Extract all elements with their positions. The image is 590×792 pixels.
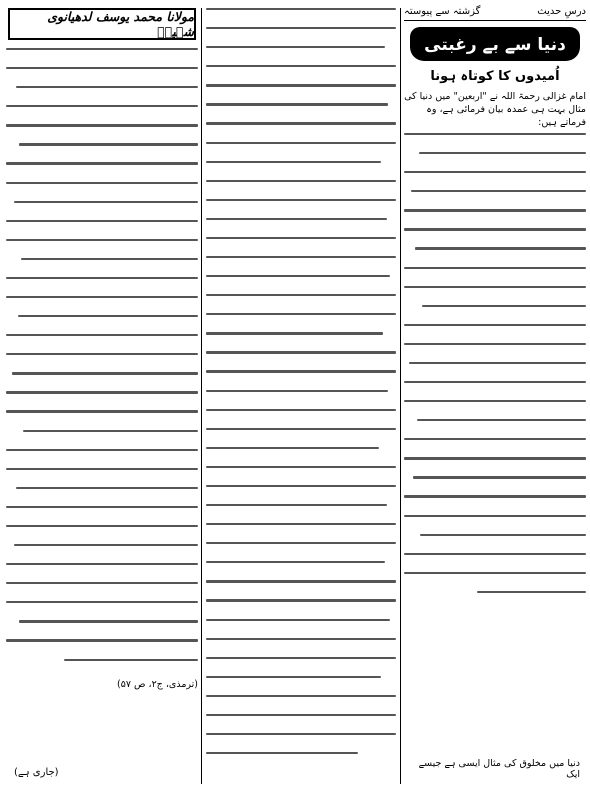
continued-label: (جاری ہے) (14, 767, 59, 778)
column-divider (400, 8, 401, 784)
body-text-middle (206, 8, 396, 754)
body-text-left (6, 48, 198, 661)
byline: مولانا محمد یوسف لدھیانوی شہیدؒ (8, 8, 196, 40)
column-left (6, 6, 198, 788)
article-subhead: اُمیدوں کا کوتاہ ہونا (430, 69, 560, 84)
hadith-reference: (ترمذی، ج۲، ص ۵۷) (117, 678, 198, 690)
kicker-row (404, 6, 586, 18)
kicker-continued: گزشتہ سے پیوستہ (404, 6, 481, 17)
column-right (404, 6, 586, 788)
kicker-divider (404, 20, 586, 21)
article-title: دنیا سے بے رغبتی (410, 27, 580, 61)
body-text-right (404, 133, 586, 593)
closing-line: دنیا میں مخلوق کی مثال ایسی ہے جیسے ایک (418, 758, 580, 780)
column-middle (206, 6, 396, 788)
kicker-series: درسِ حدیث (537, 6, 586, 17)
article-intro: امام غزالی رحمۃ اللہ نے "اربعین" میں دنیا کی مثال بہت ہی عمدہ بیان فرمائی ہے، وہ فرماتے ہیں: (404, 91, 586, 128)
column-divider (201, 8, 202, 784)
